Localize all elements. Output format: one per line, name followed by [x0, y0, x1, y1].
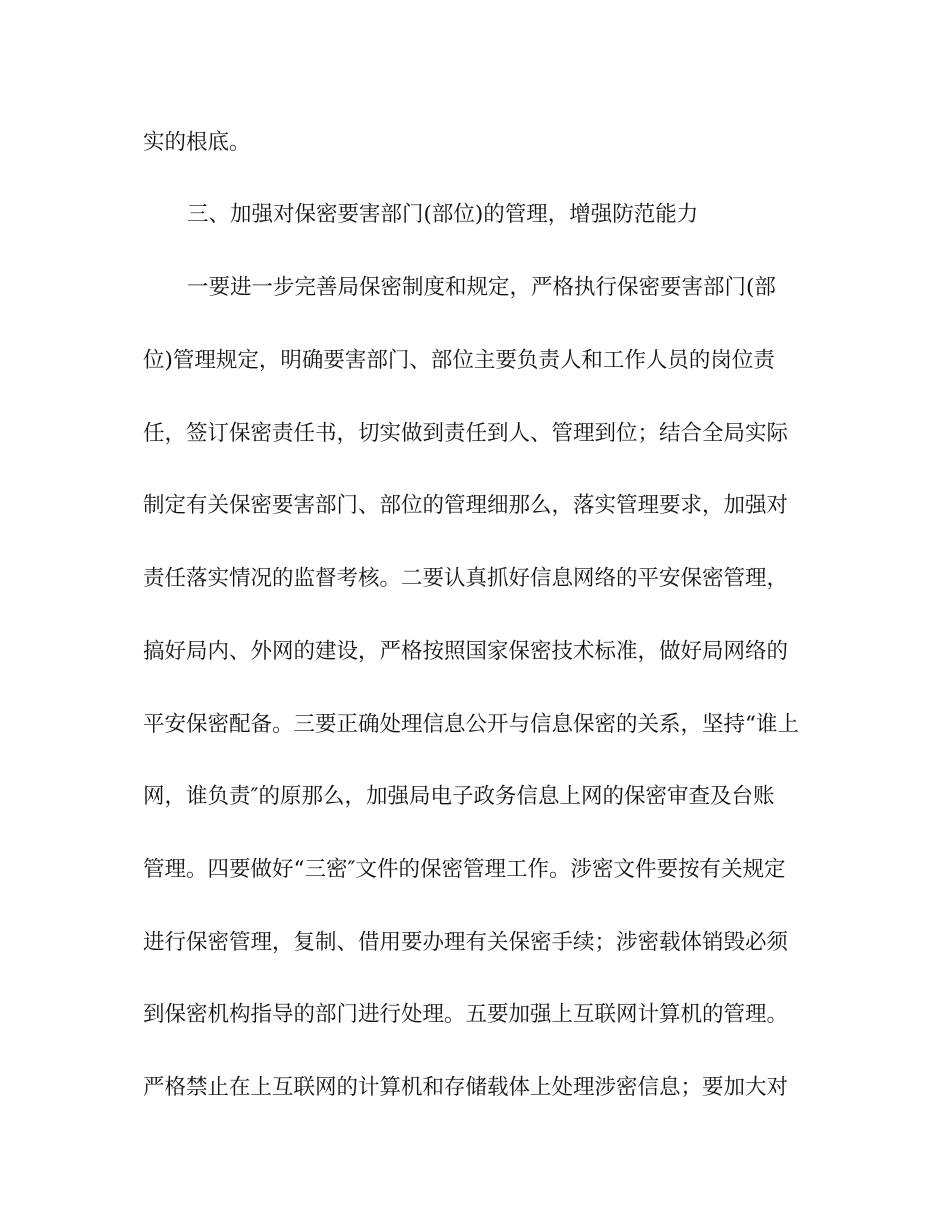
section-heading: 三、加强对保密要害部门(部位)的管理，增强防范能力	[187, 202, 699, 227]
text-line: 搞好局内、外网的建设，严格按照国家保密技术标准，做好局网络的	[143, 639, 789, 664]
text-line: 严格禁止在上互联网的计算机和存储载体上处理涉密信息；要加大对	[143, 1075, 789, 1100]
text-line: 平安保密配备。三要正确处理信息公开与信息保密的关系，坚持“谁上	[143, 712, 799, 737]
text-line: 实的根底。	[143, 130, 251, 155]
text-line: 一要进一步完善局保密制度和规定，严格执行保密要害部门(部	[187, 275, 776, 300]
text-line: 到保密机构指导的部门进行处理。五要加强上互联网计算机的管理。	[143, 1002, 789, 1027]
text-line: 位)管理规定，明确要害部门、部位主要负责人和工作人员的岗位责	[143, 348, 775, 373]
text-line: 责任落实情况的监督考核。二要认真抓好信息网络的平安保密管理，	[143, 566, 789, 591]
text-line: 任，签订保密责任书，切实做到责任到人、管理到位；结合全局实际	[143, 421, 789, 446]
text-line: 制定有关保密要害部门、部位的管理细那么，落实管理要求，加强对	[143, 493, 789, 518]
text-line: 进行保密管理，复制、借用要办理有关保密手续；涉密载体销毁必须	[143, 930, 789, 955]
text-line: 管理。四要做好“三密″文件的保密管理工作。涉密文件要按有关规定	[143, 857, 786, 882]
text-line: 网，谁负责″的原那么，加强局电子政务信息上网的保密审查及台账	[143, 784, 775, 809]
